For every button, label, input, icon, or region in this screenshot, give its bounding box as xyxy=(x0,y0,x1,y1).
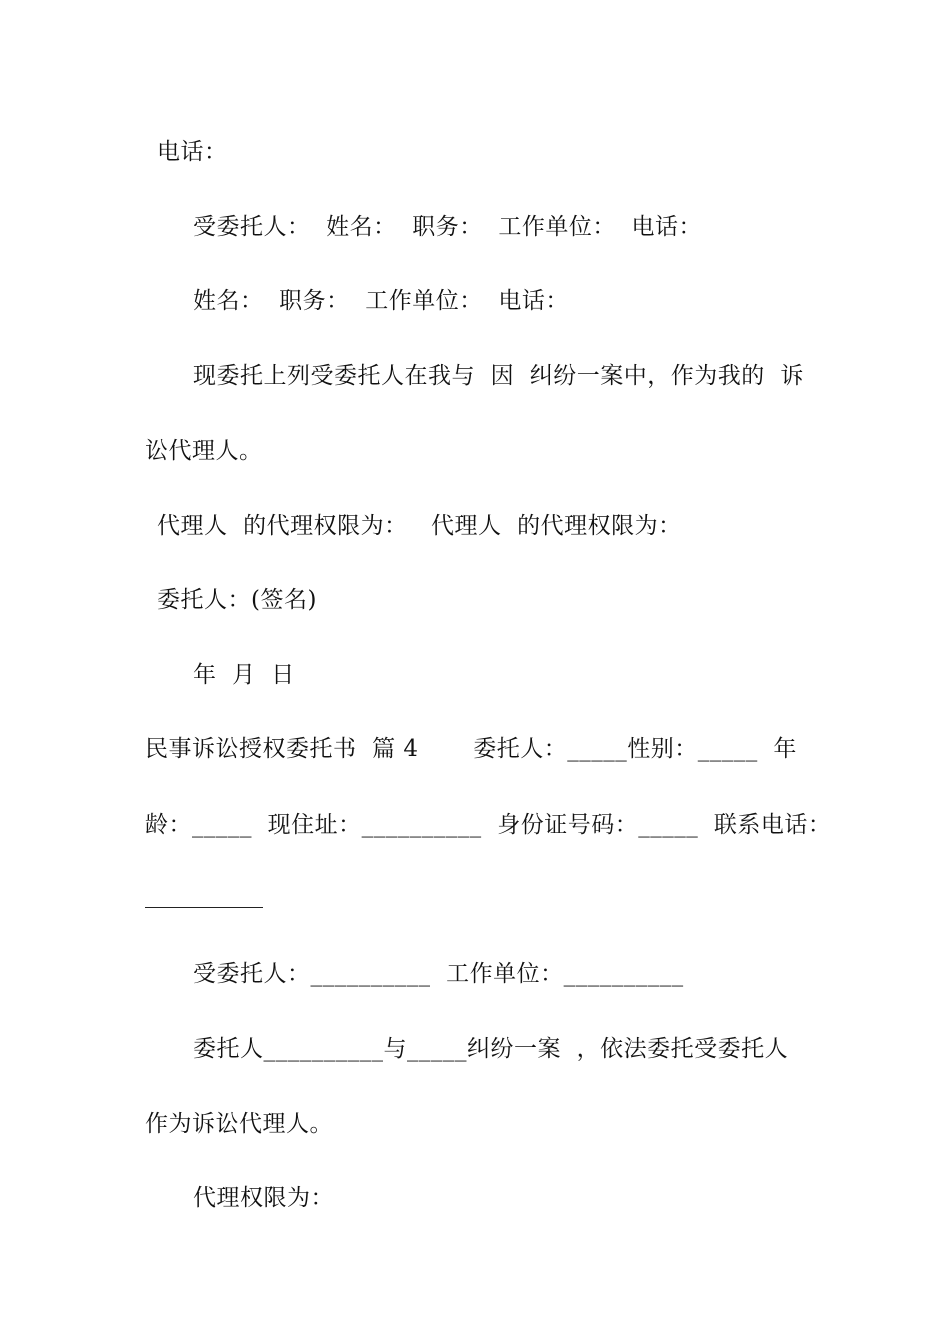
second-agent-info-line: 姓名： 职务： 工作单位： 电话： xyxy=(193,288,569,314)
date-line: 年 月 日 xyxy=(193,662,295,688)
agent-unit-line: 受委托人：__________ 工作单位：__________ xyxy=(193,961,684,987)
phone-line: 电话： xyxy=(157,139,228,165)
principal-signature-line: 委托人：(签名) xyxy=(157,587,317,613)
principal-details-line: 龄：_____ 现住址：__________ 身份证号码：_____ 联系电话： xyxy=(145,812,832,838)
authority-scope-line: 代理权限为： xyxy=(193,1185,334,1211)
case-entrust-line-1: 委托人__________与_____纠纷一案 ，依法委托受委托人 xyxy=(193,1036,789,1062)
section-title-principal-line: 民事诉讼授权委托书 篇 4 委托人：_____性别：_____ 年 xyxy=(145,736,797,762)
entrust-statement-line-2: 讼代理人。 xyxy=(145,438,263,464)
agent-authority-line: 代理人 的代理权限为： 代理人 的代理权限为： xyxy=(157,513,682,539)
case-entrust-line-2: 作为诉讼代理人。 xyxy=(145,1111,333,1137)
entrust-statement-line-1: 现委托上列受委托人在我与 因 纠纷一案中，作为我的 诉 xyxy=(193,363,804,389)
agent-info-line: 受委托人： 姓名： 职务： 工作单位： 电话： xyxy=(193,214,702,240)
phone-blank-underline xyxy=(145,907,263,908)
